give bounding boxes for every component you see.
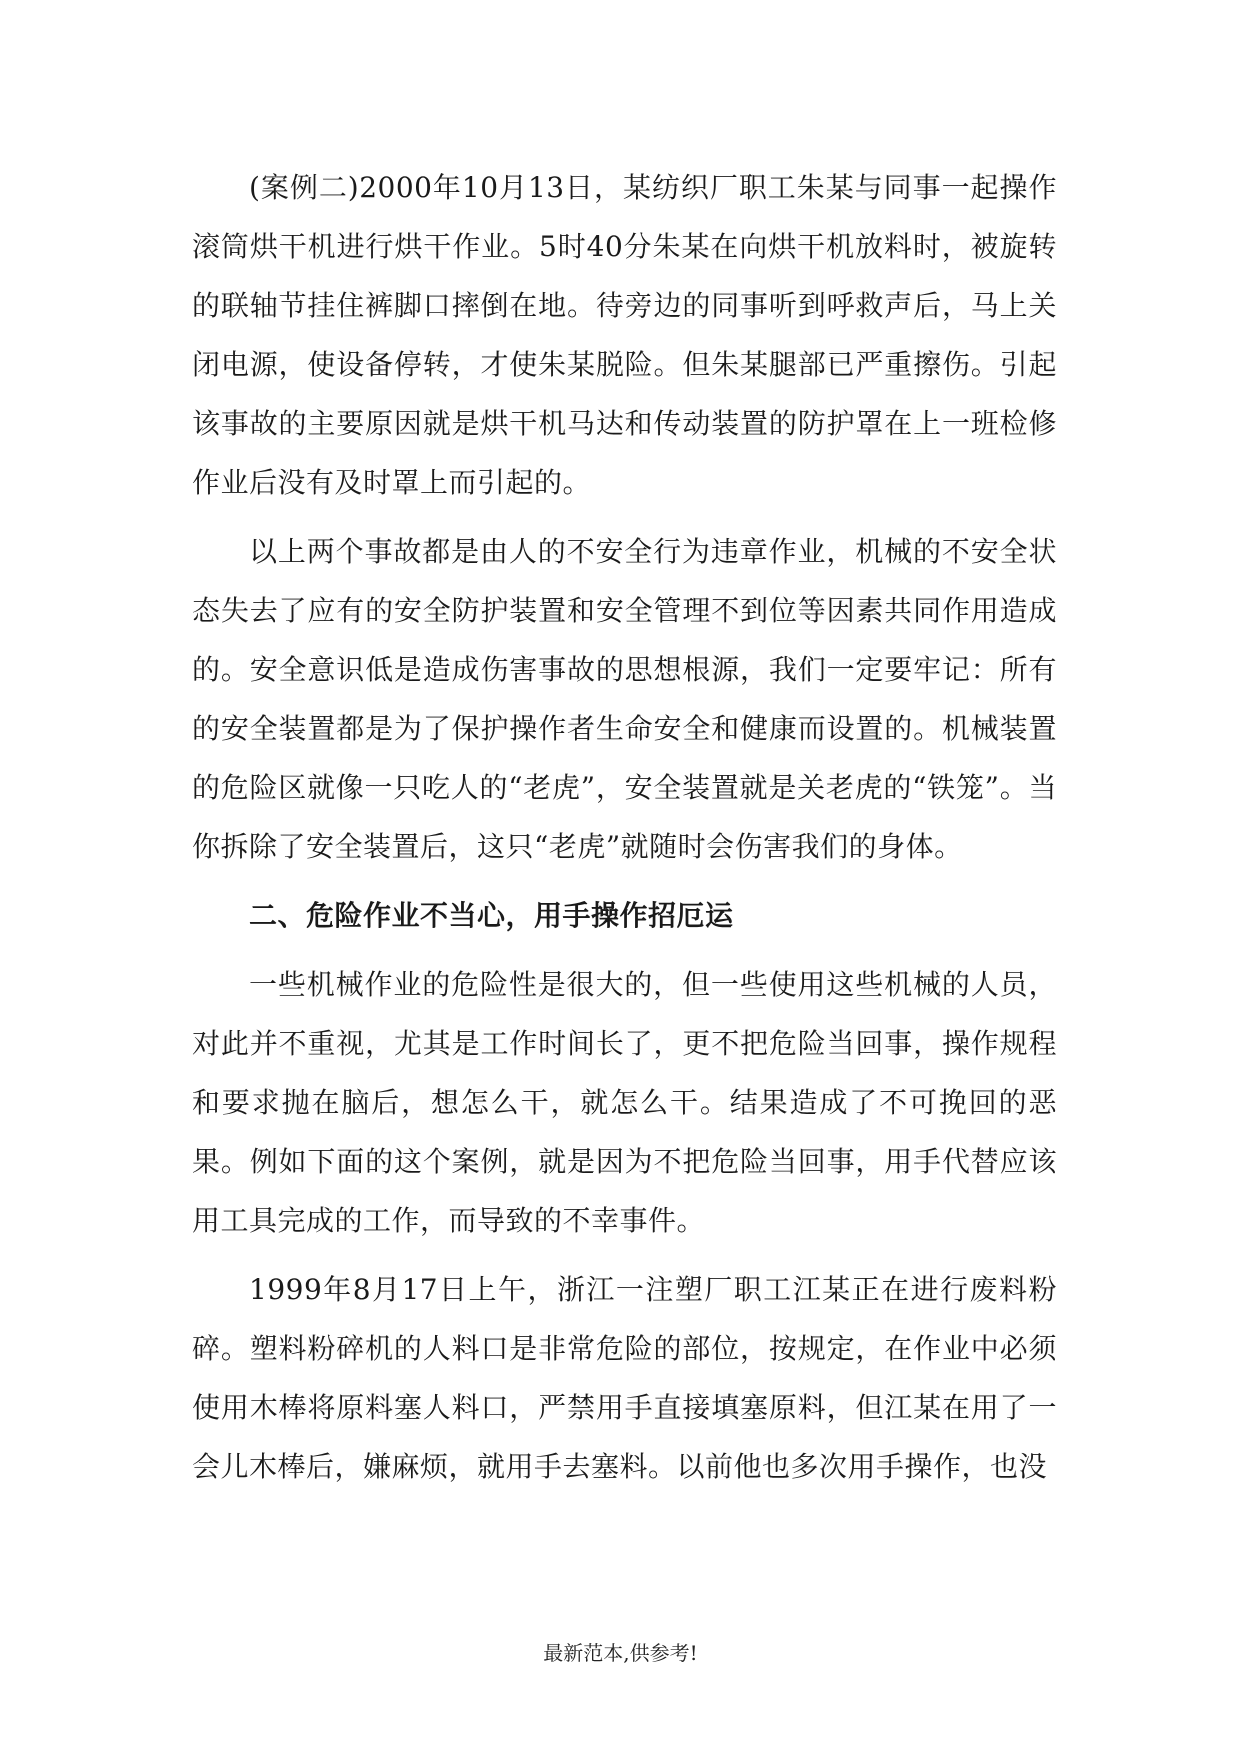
page-footer: 最新范本,供参考! [543, 1641, 698, 1665]
document-body [192, 158, 1057, 1496]
paragraph-case-1999: 1999年8月17日上午，浙江一注塑厂职工江某正在进行废料粉碎。塑料粉碎机的人料口是非常危险的部位，按规定，在作业中必须使用木棒将原料塞人料口，严禁用手直接填塞原料，但江某在用了一会儿木棒后，嫌麻烦，就用手去塞料。以前他也多次用手操作，也没 [192, 1273, 1057, 1483]
paragraph-intro: 一些机械作业的危险性是很大的，但一些使用这些机械的人员，对此并不重视，尤其是工作时间长了，更不把危险当回事，操作规程和要求抛在脑后，想怎么干，就怎么干。结果造成了不可挽回的恶果。例如下面的这个案例，就是因为不把危险当回事，用手代替应该用工具完成的工作，而导致的不幸事件。 [192, 968, 1057, 1237]
section-heading: 二、危险作业不当心，用手操作招厄运 [249, 899, 734, 932]
paragraph-summary: 以上两个事故都是由人的不安全行为违章作业，机械的不安全状态失去了应有的安全防护装置和安全管理不到位等因素共同作用造成的。安全意识低是造成伤害事故的思想根源，我们一定要牢记：所有的安全装置都是为了保护操作者生命安全和健康而设置的。机械装置的危险区就像一只吃人的“老虎”，安全装置就是关老虎的“铁笼”。当你拆除了安全装置后，这只“老虎”就随时会伤害我们的身体。 [192, 535, 1057, 863]
paragraph-case-two: (案例二)2000年10月13日，某纺织厂职工朱某与同事一起操作滚筒烘干机进行烘干作业。5时40分朱某在向烘干机放料时，被旋转的联轴节挂住裤脚口摔倒在地。待旁边的同事听到呼救声后，马上关闭电源，使设备停转，才使朱某脱险。但朱某腿部已严重擦伤。引起该事故的主要原因就是烘干机马达和传动装置的防护罩在上一班检修作业后没有及时罩上而引起的。 [192, 171, 1057, 499]
